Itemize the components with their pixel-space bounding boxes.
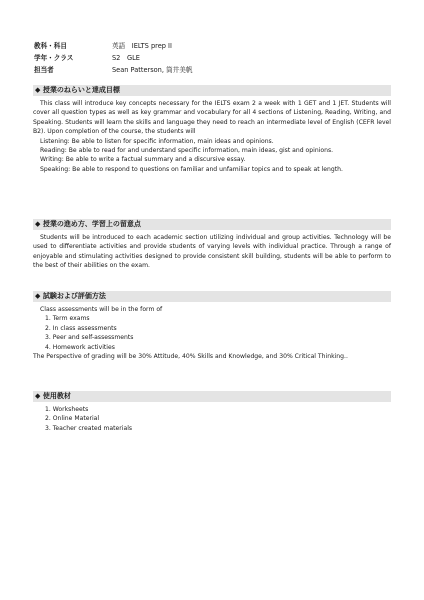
section-assessment <box>33 291 391 361</box>
teacher-value: Sean Patterson, 筒井美帆 <box>112 66 193 74</box>
assessment-item: 3. Peer and self-assessments <box>45 334 134 342</box>
section-materials <box>33 391 391 433</box>
assessment-list <box>33 314 391 352</box>
subject-value: 英語 IELTS prep II <box>112 42 172 50</box>
section-objectives <box>33 85 391 174</box>
meta-grade-row <box>34 52 192 64</box>
section-objectives-heading: ◆ 授業のねらいと達成目標 <box>33 85 391 96</box>
section-method <box>33 219 391 271</box>
material-item: 1. Worksheets <box>45 406 89 413</box>
objective-writing: Writing: Be able to write a factual summary and a discursive essay. <box>40 156 246 164</box>
objectives-intro: This class will introduce key concepts necessary for the IELTS exam 2 a week with 1 GET and 1 JET. Students will cover all question types as well as key grammar and vocabulary for all 4 sections of Listening, Reading, Writing, and Speaking. Students will learn the skills and language they need to reach an intermediate level of English (CEFR level B2). Upon completion of the course, the students will <box>33 100 391 136</box>
assessment-item: 1. Term exams <box>45 315 90 323</box>
method-text: Students will be introduced to each academic section utilizing individual and group activities. Technology will be used to differentiate activities and provide students of varying levels with individual practice. Through a range of enjoyable and stimulating activities designed to provide consistent skill building, students will be able to perform to the best of their abilities on the exam. <box>33 234 391 270</box>
section-method-heading: ◆ 授業の進め方、学習上の留意点 <box>33 219 391 230</box>
section-materials-heading: ◆ 使用教材 <box>33 391 391 402</box>
teacher-label: 担当者 <box>34 66 54 74</box>
assessment-intro: Class assessments will be in the form of <box>40 306 163 313</box>
assessment-item: 4. Homework activities <box>45 343 115 351</box>
objective-reading: Reading: Be able to read for and understand specific information, main ideas, gist and opinions. <box>40 147 334 155</box>
objective-listening: Listening: Be able to listen for specific information, main ideas and opinions. <box>40 137 274 145</box>
assessment-item: 2. In class assessments <box>45 324 117 332</box>
grade-label: 学年・クラス <box>34 54 74 62</box>
materials-list <box>33 405 391 433</box>
grading-text: The Perspective of grading will be 30% Attitude, 40% Skills and Knowledge, and 30% Critical Thinking.. <box>33 353 348 361</box>
meta-teacher-row <box>34 64 192 76</box>
grade-value: S2 GLE <box>112 54 140 62</box>
objective-speaking: Speaking: Be able to respond to questions on familiar and unfamiliar topics and to speak at length. <box>40 165 343 173</box>
material-item: 3. Teacher created materials <box>45 424 133 432</box>
meta-subject-row <box>34 40 192 52</box>
subject-label: 教科・科目 <box>34 42 67 50</box>
material-item: 2. Online Material <box>45 415 100 423</box>
course-meta <box>34 40 192 76</box>
section-assessment-heading: ◆ 試験および評価方法 <box>33 291 391 302</box>
